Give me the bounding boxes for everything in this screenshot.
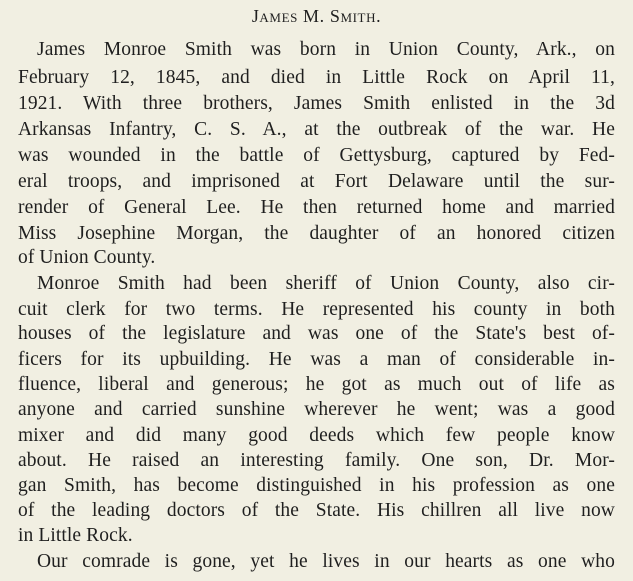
paragraph-1-line-2: February 12, 1845, and died in Little Rock on April 11, bbox=[18, 67, 615, 88]
paragraph-1-line-5: was wounded in the battle of Gettysburg, captured by Fed- bbox=[18, 145, 615, 166]
article-title: James M. Smith. bbox=[251, 6, 382, 26]
paragraph-1-line-3: 1921. With three brothers, James Smith enlisted in the 3d bbox=[18, 93, 615, 114]
paragraph-2-line-11: in Little Rock. bbox=[18, 525, 133, 546]
paragraph-2-line-9: gan Smith, has become distinguished in his profession as one bbox=[18, 475, 615, 496]
paragraph-2-line-2: cuit clerk for two terms. He represented his county in both bbox=[18, 299, 615, 320]
paragraph-1-line-8: Miss Josephine Morgan, the daughter of an honored citizen bbox=[18, 223, 615, 244]
paragraph-3-line-1: Our comrade is gone, yet he lives in our hearts as one who bbox=[37, 551, 615, 572]
paragraph-1-line-4: Arkansas Infantry, C. S. A., at the outbreak of the war. He bbox=[18, 119, 615, 140]
paragraph-2-line-5: fluence, liberal and generous; he got as much out of life as bbox=[18, 374, 615, 395]
paragraph-2-line-8: about. He raised an interesting family. One son, Dr. Mor- bbox=[18, 450, 615, 471]
paragraph-2-line-10: of the leading doctors of the State. His chillren all live now bbox=[18, 500, 615, 521]
paragraph-2-line-3: houses of the legislature and was one of the State's best of- bbox=[18, 323, 615, 344]
paragraph-1-line-6: eral troops, and imprisoned at Fort Delaware until the sur- bbox=[18, 171, 615, 192]
paragraph-1-line-9: of Union County. bbox=[18, 247, 156, 268]
paragraph-2-line-6: anyone and carried sunshine wherever he went; was a good bbox=[18, 399, 615, 420]
paragraph-2-line-7: mixer and did many good deeds which few people know bbox=[18, 425, 615, 446]
paragraph-1-line-7: render of General Lee. He then returned home and married bbox=[18, 197, 615, 218]
paragraph-2-line-4: ficers for its upbuilding. He was a man of considerable in- bbox=[18, 349, 615, 370]
paragraph-1-line-1: James Monroe Smith was born in Union County, Ark., on bbox=[37, 39, 615, 60]
paragraph-2-line-1: Monroe Smith had been sheriff of Union County, also cir- bbox=[37, 273, 615, 294]
